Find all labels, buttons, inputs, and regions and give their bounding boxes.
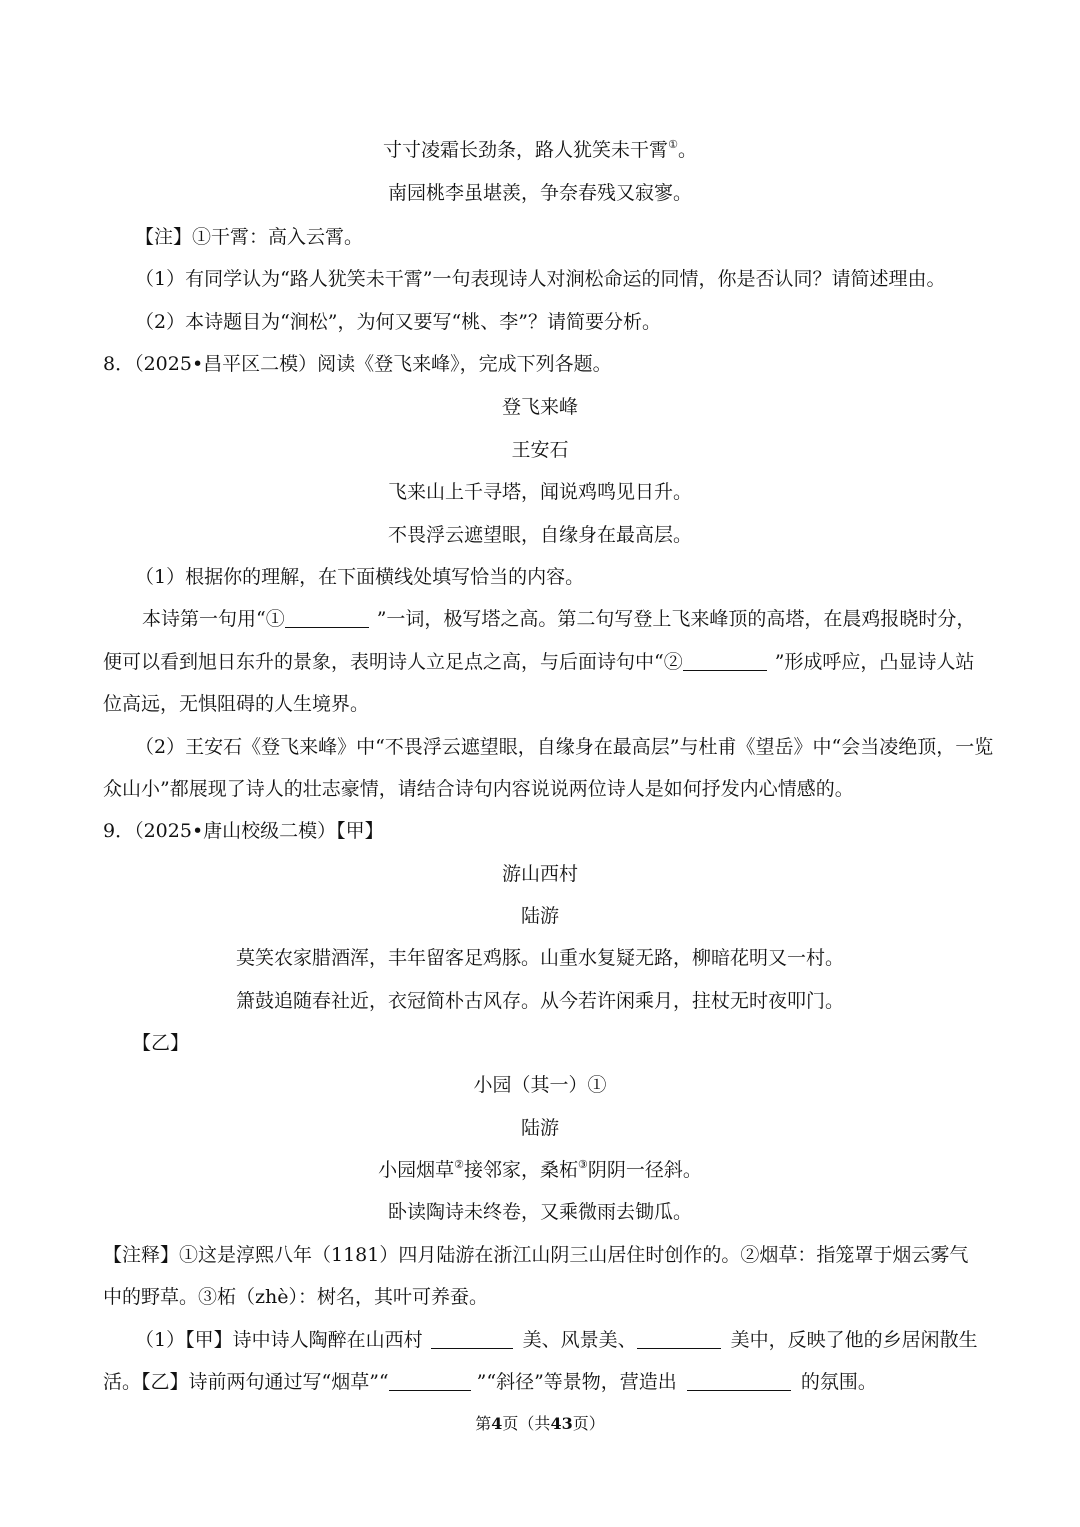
note-marker: ② (454, 1158, 464, 1171)
paragraph-line: 便可以看到旭日东升的景象，表明诗人立足点之高，与后面诗句中“② ”形成呼应，凸显诗人站 (103, 651, 975, 673)
note-marker: ① (668, 138, 678, 151)
answer-blank[interactable] (389, 1370, 471, 1391)
question-9-header: 9．（2025•唐山校级二模）【甲】 (103, 820, 384, 842)
poem-line: 小园烟草②接邻家，桑柘③阴阴一径斜。 (378, 1158, 702, 1181)
answer-blank[interactable] (637, 1328, 721, 1349)
poem-title: 登飞来峰 (501, 396, 578, 418)
question-8-2-cont: 众山小”都展现了诗人的壮志豪情，请结合诗句内容说说两位诗人是如何抒发内心情感的。 (103, 778, 854, 800)
question-7-1: （1）有同学认为“路人犹笑未干霄”一句表现诗人对涧松命运的同情，你是否认同？请简述理由。 (135, 268, 946, 290)
poem-line: 箫鼓追随春社近，衣冠简朴古风存。从今若许闲乘月，拄杖无时夜叩门。 (235, 990, 844, 1012)
poem-line: 南园桃李虽堪羡，争奈春残又寂寥。 (387, 182, 692, 204)
paragraph-line: 本诗第一句用“① ”一词，极写塔之高。第二句写登上飞来峰顶的高塔，在晨鸡报晓时分， (142, 608, 976, 630)
question-9-1: （1）【甲】诗中诗人陶醉在山西村 美、风景美、 美中，反映了他的乡居闲散生 (135, 1329, 978, 1351)
poem-title: 游山西村 (501, 863, 578, 885)
question-7-2: （2）本诗题目为“涧松”，为何又要写“桃、李”？请简要分析。 (135, 311, 661, 333)
page-footer: 第4页（共43页） (475, 1414, 605, 1433)
poem-line: 寸寸凌霜长劲条，路人犹笑未干霄①。 (383, 138, 697, 161)
annotation-line: 中的野草。③柘（zhè）：树名，其叶可养蚕。 (103, 1286, 488, 1308)
answer-blank[interactable] (285, 607, 369, 628)
poem-line: 飞来山上千寻塔，闻说鸡鸣见日升。 (387, 481, 692, 503)
poem-title: 小园（其一）① (473, 1074, 607, 1096)
poem-author: 王安石 (511, 439, 569, 461)
poem-line: 不畏浮云遮望眼，自缘身在最高层。 (387, 524, 692, 546)
page-total: 43 (550, 1414, 573, 1433)
question-8-header: 8．（2025•昌平区二模）阅读《登飞来峰》，完成下列各题。 (103, 353, 612, 375)
section-label: 【乙】 (132, 1032, 190, 1054)
poem-author: 陆游 (520, 1117, 559, 1139)
poem-line: 卧读陶诗未终卷，又乘微雨去锄瓜。 (387, 1201, 692, 1223)
question-9-1-cont: 活。【乙】诗前两句通过写“烟草”“ ”“斜径”等景物，营造出 的氛围。 (103, 1371, 877, 1393)
answer-blank[interactable] (683, 650, 767, 671)
page-number: 4 (491, 1414, 503, 1433)
paragraph-line: 位高远，无惧阻碍的人生境界。 (103, 693, 370, 715)
answer-blank[interactable] (687, 1370, 791, 1391)
question-8-1: （1）根据你的理解，在下面横线处填写恰当的内容。 (135, 566, 585, 588)
annotation-line: 【注释】①这是淳熙八年（1181）四月陆游在浙江山阴三山居住时创作的。②烟草：指笼罩于烟云雾气 (103, 1244, 969, 1266)
poem-note: 【注】①干霄：高入云霄。 (135, 226, 364, 248)
poem-author: 陆游 (520, 905, 559, 927)
poem-line: 莫笑农家腊酒浑，丰年留客足鸡豚。山重水复疑无路，柳暗花明又一村。 (235, 947, 844, 969)
question-8-2: （2）王安石《登飞来峰》中“不畏浮云遮望眼，自缘身在最高层”与杜甫《望岳》中“会当凌绝顶，一览 (135, 736, 994, 758)
answer-blank[interactable] (431, 1328, 513, 1349)
note-marker: ③ (578, 1158, 588, 1171)
